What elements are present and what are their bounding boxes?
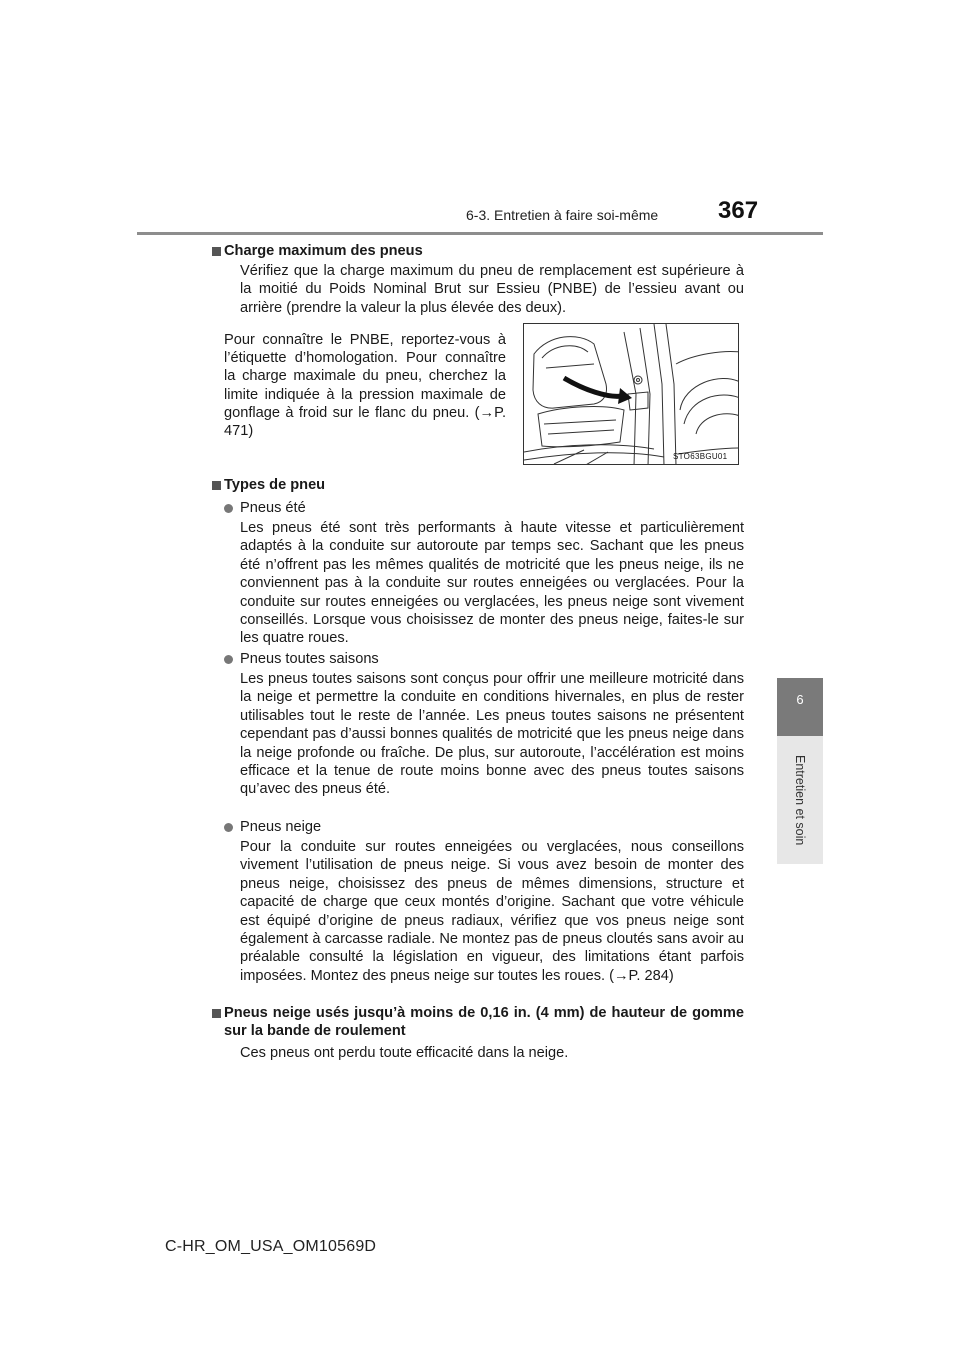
square-bullet-icon <box>212 481 221 490</box>
square-bullet-icon <box>212 1009 221 1018</box>
square-bullet-icon <box>212 247 221 256</box>
section-heading-types: Types de pneu <box>224 477 326 493</box>
figure-code: STO63BGU01 <box>673 452 728 461</box>
page-number: 367 <box>718 197 759 224</box>
pnbe-paragraph: Pour connaître le PNBE, reportez-vous à l’étiquette d’homologation. Pour connaître la charge maximale du pneu, cherchez la limite indiquée à la pression maximale de gonflage à froid sur le flanc du pneu. (→P. 471) <box>224 332 506 440</box>
chapter-tab <box>777 678 823 736</box>
header-divider <box>137 232 823 235</box>
item-title-allseason: Pneus toutes saisons <box>240 651 379 667</box>
document-code: C-HR_OM_USA_OM10569D <box>165 1238 377 1255</box>
item-title-snow: Pneus neige <box>240 819 322 835</box>
worn-paragraph: Ces pneus ont perdu toute efficacité dans la neige. <box>240 1045 569 1061</box>
item-title-summer: Pneus été <box>240 500 306 516</box>
chapter-tab-number: 6 <box>796 692 804 707</box>
section-heading-worn: Pneus neige usés jusqu’à moins de 0,16 in. (4 mm) de hauteur de gomme sur la bande de roulement <box>224 1005 744 1040</box>
round-bullet-icon <box>224 504 233 513</box>
round-bullet-icon <box>224 655 233 664</box>
round-bullet-icon <box>224 823 233 832</box>
chapter-tab-label: Entretien et soin <box>793 754 807 846</box>
item-text-snow: Pour la conduite sur routes enneigées ou verglacées, nous conseillons vivement l’utilisation de pneus neige. Si vous avez besoin de monter des pneus neige, choisissez des pneus de mêmes dimensions, structure et capacité de charge que ceux montés d’origine. Sachant que votre véhicule est équipé d’origine de pneus radiaux, vérifiez que vos pneus neige sont également à carcasse radiale. Ne montez pas de pneus cloutés sans avoir au préalable consulté la législation en vigueur, des limitations étant parfois imposées. Montez des pneus neige sur toutes les roues. (→P. 284) <box>240 839 744 984</box>
section-title: 6-3. Entretien à faire soi-même <box>466 207 659 223</box>
section-heading-charge: Charge maximum des pneus <box>224 243 423 259</box>
item-text-summer: Les pneus été sont très performants à haute vitesse et particulièrement adaptés à la conduite sur autoroute par temps sec. Sachant que les pneus été n’offrent pas les mêmes qualités de motricité que les pneus neige, ils ne conviennent pas à la conduite sur routes enneigées ou verglacées. Pour la conduite sur routes enneigées ou verglacées, les pneus neige sont vivement conseillés. Lorsque vous choisissez de monter des pneus neige, faites-le sur les quatre roues. <box>240 520 744 647</box>
item-text-allseason: Les pneus toutes saisons sont conçus pour offrir une meilleure motricité dans la neige et permettre la conduite en conditions hivernales, en plus de rester utilisables tout le reste de l’année. Les pneus toutes saisons ne présentent cependant pas d’aussi bonnes qualités de motricité que les pneus neige dans la neige profonde ou fraîche. De plus, sur autoroute, l’accélération est moins efficace et la tenue de route moins bonne avec des pneus toutes saisons qu’avec des pneus été. <box>240 671 744 798</box>
car-door-pillar-drawing <box>524 324 739 465</box>
charge-paragraph: Vérifiez que la charge maximum du pneu de remplacement est supérieure à la moitié du Poids Nominal Brut sur Essieu (PNBE) de l’essieu avant ou arrière (prendre la valeur la plus élevée des deux). <box>240 263 744 316</box>
door-label-illustration <box>523 323 739 465</box>
